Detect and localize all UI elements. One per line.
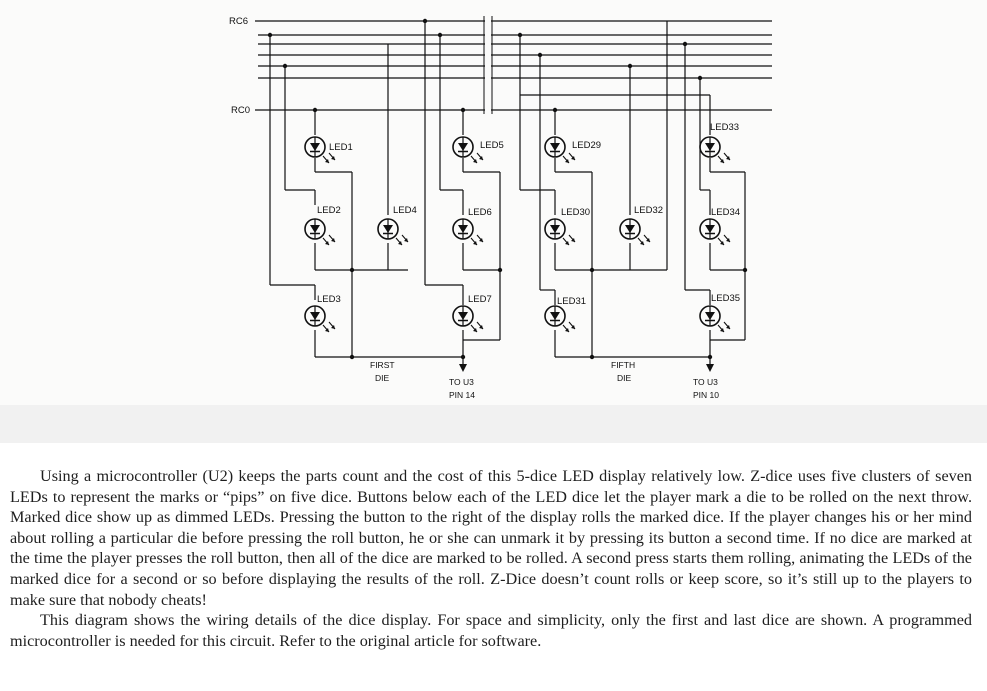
die1-wiring bbox=[268, 19, 502, 372]
led3-symbol bbox=[305, 306, 335, 332]
led2-symbol bbox=[305, 219, 335, 245]
led35-symbol bbox=[700, 306, 730, 332]
led6-symbol bbox=[453, 219, 483, 245]
bus-lines bbox=[255, 16, 772, 114]
led29-symbol bbox=[545, 137, 575, 163]
led32-label: LED32 bbox=[634, 205, 664, 216]
led29-label: LED29 bbox=[572, 140, 602, 151]
led33-symbol bbox=[700, 137, 730, 163]
to-u3-pin14-line1: TO U3 bbox=[449, 377, 474, 387]
led31-label: LED31 bbox=[557, 296, 587, 307]
led34-symbol bbox=[700, 219, 730, 245]
article-text bbox=[10, 466, 972, 651]
led3-label: LED3 bbox=[317, 294, 341, 305]
die5-wiring bbox=[518, 21, 747, 372]
led34-label: LED34 bbox=[711, 207, 741, 218]
led7-symbol bbox=[453, 306, 483, 332]
led31-symbol bbox=[545, 306, 575, 332]
led6-label: LED6 bbox=[468, 207, 492, 218]
article-paragraph-2: This diagram shows the wiring details of the dice display. For space and simplicity, only the first and last dice are shown. A programmed microcontroller is needed for this circuit. Refer to the original article for software. bbox=[10, 611, 972, 650]
rail-label-rc0: RC0 bbox=[231, 105, 251, 116]
led35-label: LED35 bbox=[711, 293, 741, 304]
led33-label: LED33 bbox=[710, 122, 740, 133]
to-u3-pin10-line1: TO U3 bbox=[693, 377, 718, 387]
article-paragraph-1: Using a microcontroller (U2) keeps the parts count and the cost of this 5-dice LED display relatively low. Z-dice uses five clusters of seven LEDs to represent the marks or “pips” on five dice. Buttons below each of the LED dice let the player mark a die to be rolled on the next throw. Marked dice show up as dimmed LEDs. Pressing the button to the right of the display rolls the marked dice. If the player changes his or her mind about rolling a particular die before pressing the roll button, he or she can unmark it by pressing its button a second time. If no dice are marked at the time the player presses the roll button, then all of the dice are marked to be rolled. A second press starts them rolling, animating the LEDs of the marked dice for a second or so before displaying the results of the roll. Z-Dice doesn’t count rolls or keep score, so it’s still up to the players to make sure that nobody cheats! bbox=[10, 467, 972, 609]
led32-symbol bbox=[620, 219, 650, 245]
to-u3-pin10-line2: PIN 10 bbox=[693, 390, 719, 400]
led1-label: LED1 bbox=[329, 142, 353, 153]
first-die-label-line1: FIRST bbox=[370, 360, 395, 370]
led5-label: LED5 bbox=[480, 140, 504, 151]
rail-label-rc6: RC6 bbox=[229, 16, 249, 27]
fifth-die-label-line1: FIFTH bbox=[611, 360, 636, 370]
led5-symbol bbox=[453, 137, 483, 163]
to-u3-pin14-line2: PIN 14 bbox=[449, 390, 475, 400]
fifth-die-label-line2: DIE bbox=[617, 373, 632, 383]
led2-label: LED2 bbox=[317, 205, 341, 216]
led4-label: LED4 bbox=[393, 205, 417, 216]
first-die-label-line2: DIE bbox=[375, 373, 390, 383]
led4-symbol bbox=[378, 219, 408, 245]
separator-band bbox=[0, 405, 987, 443]
led30-symbol bbox=[545, 219, 575, 245]
led7-label: LED7 bbox=[468, 294, 492, 305]
led30-label: LED30 bbox=[561, 207, 591, 218]
